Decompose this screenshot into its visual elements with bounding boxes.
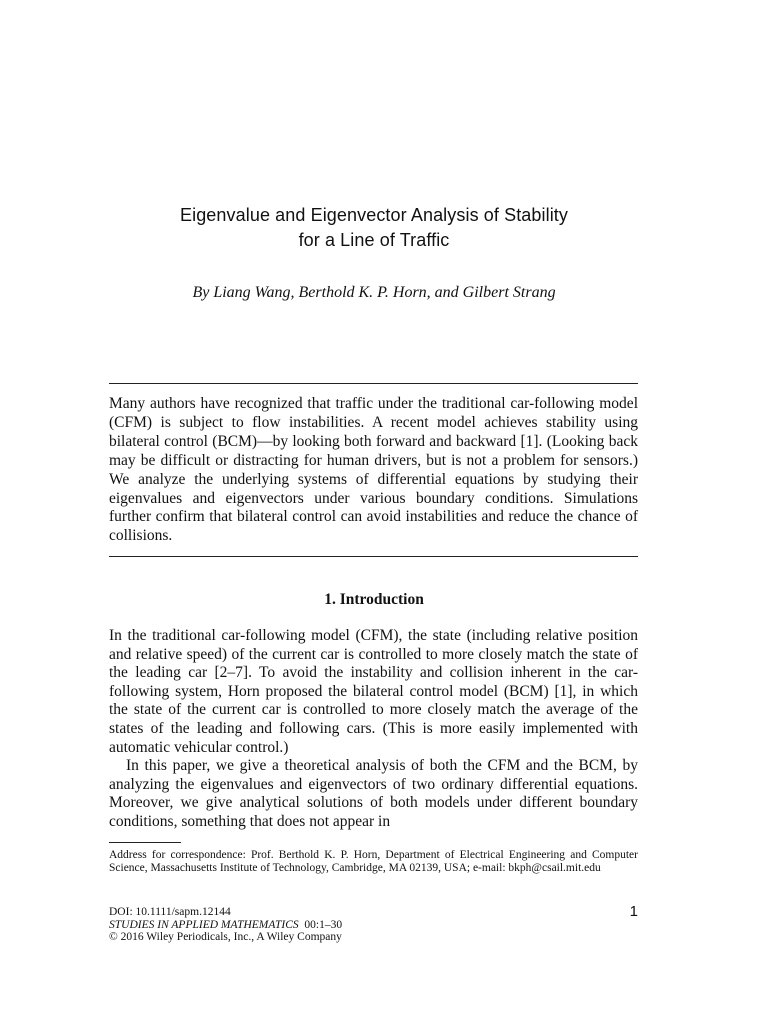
journal-name: STUDIES IN APPLIED MATHEMATICS	[109, 918, 299, 931]
intro-paragraph-2: In this paper, we give a theoretical analysis of both the CFM and the BCM, by analyzing the eigenvalues and eigenvectors of two ordinary differential equations. Moreover, we give analytical solutions of both models under different boundary conditions, something that does not appear in	[109, 757, 638, 830]
page-footer	[109, 906, 342, 944]
footnote-rule	[109, 842, 181, 843]
paper-title-line-1: Eigenvalue and Eigenvector Analysis of Stability	[179, 205, 569, 225]
page-number: 1	[629, 903, 638, 920]
journal-line	[109, 919, 342, 932]
paper-title-line-2: for a Line of Traffic	[298, 230, 450, 250]
paper-title	[100, 203, 648, 253]
abstract-top-rule	[109, 383, 638, 384]
introduction-body	[109, 627, 638, 832]
journal-pages: 00:1–30	[304, 918, 343, 931]
doi-line: DOI: 10.1111/sapm.12144	[109, 906, 231, 918]
abstract-bottom-rule	[109, 556, 638, 557]
correspondence-footnote: Address for correspondence: Prof. Berthold K. P. Horn, Department of Electrical Engineering and Computer Science, Massachusetts Institute of Technology, Cambridge, MA 02139, USA; e-mail: bkph@csail.mit.edu	[109, 849, 638, 875]
intro-paragraph-1: In the traditional car-following model (CFM), the state (including relative position and relative speed) of the current car is controlled to more closely match the state of the leading car [2–7]. To avoid the instability and collision inherent in the car-following system, Horn proposed the bilateral control model (BCM) [1], in which the state of the current car is controlled to more closely match the average of the states of the leading and following cars. (This is more easily implemented with automatic vehicular control.)	[109, 627, 638, 756]
abstract: Many authors have recognized that traffic under the traditional car-following model (CFM) is subject to flow instabilities. A recent model achieves stability using bilateral control (BCM)—by looking both forward and backward [1]. (Looking back may be difficult or distracting for human drivers, but is not a problem for sensors.) We analyze the underlying systems of differential equations by studying their eigenvalues and eigenvectors under various boundary conditions. Simulations further confirm that bilateral control can avoid instabilities and reduce the chance of collisions.	[109, 395, 638, 545]
copyright-line: © 2016 Wiley Periodicals, Inc., A Wiley Company	[109, 931, 342, 943]
author-list: By Liang Wang, Berthold K. P. Horn, and Gilbert Strang	[192, 284, 556, 301]
section-heading-introduction: 1. Introduction	[324, 591, 424, 608]
